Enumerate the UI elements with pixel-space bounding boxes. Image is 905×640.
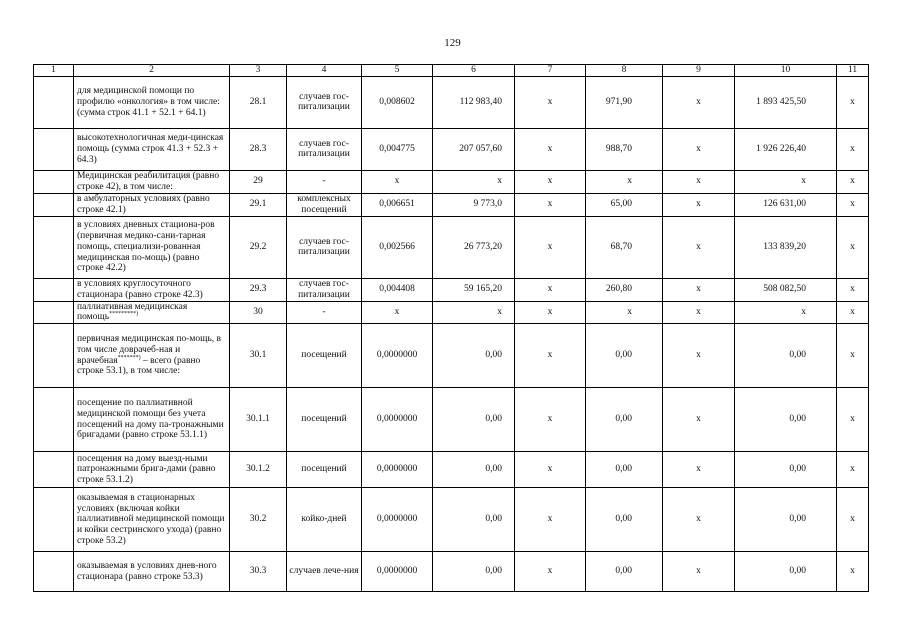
value-cell: х [433, 301, 515, 323]
value-cell: 0,00 [586, 552, 663, 592]
value-cell: х [837, 488, 869, 552]
unit-cell: случаев гос-питализации [287, 216, 362, 278]
row-code: 28.3 [230, 128, 287, 170]
value-cell: х [837, 76, 869, 128]
row-label-text: Медицинская реабилитация (равно строке 42), в том числе: [77, 171, 220, 192]
cell-col1 [34, 76, 74, 128]
value-cell: х [663, 552, 735, 592]
col-header: 5 [362, 65, 433, 77]
row-label-text: высокотехнологичная меди-цинская помощь (сумма строк 41.3 + 52.3 + 64.3) [77, 133, 224, 165]
value-cell: 0,00 [586, 324, 663, 388]
value-cell: 68,70 [586, 216, 663, 278]
value-cell: 0,00 [735, 488, 837, 552]
row-label [74, 301, 230, 323]
value-cell: х [837, 170, 869, 193]
cell-col1 [34, 301, 74, 323]
value-cell: х [837, 324, 869, 388]
table-row [34, 76, 869, 128]
row-label-text: в условиях дневных стациона-ров (первичная медико-сани-тарная помощь, специализи-рованная медицинская по-мощь) (равно строке 42.2) [77, 220, 215, 274]
value-cell: х [515, 388, 586, 452]
table-row [34, 278, 869, 301]
value-cell: 0,008602 [362, 76, 433, 128]
value-cell: х [837, 216, 869, 278]
value-cell: 0,00 [433, 324, 515, 388]
value-cell: 126 631,00 [735, 193, 837, 216]
row-label [74, 488, 230, 552]
col-header: 3 [230, 65, 287, 77]
value-cell: х [515, 193, 586, 216]
value-cell: 988,70 [586, 128, 663, 170]
value-cell: х [515, 278, 586, 301]
value-cell: 112 983,40 [433, 76, 515, 128]
value-cell: х [837, 128, 869, 170]
cell-col1 [34, 193, 74, 216]
value-cell: х [586, 170, 663, 193]
value-cell: х [515, 488, 586, 552]
value-cell: х [515, 324, 586, 388]
value-cell: 0,00 [586, 388, 663, 452]
table-row [34, 488, 869, 552]
footnote-marker: *********) [109, 311, 139, 318]
unit-cell: - [287, 301, 362, 323]
value-cell: х [663, 76, 735, 128]
cell-col1 [34, 170, 74, 193]
value-cell: х [663, 128, 735, 170]
unit-cell: койко-дней [287, 488, 362, 552]
value-cell: 0,002566 [362, 216, 433, 278]
page-number: 129 [444, 37, 461, 49]
value-cell: х [515, 216, 586, 278]
value-cell: х [515, 170, 586, 193]
row-label [74, 128, 230, 170]
cell-col1 [34, 388, 74, 452]
value-cell: 1 926 226,40 [735, 128, 837, 170]
value-cell: 0,004408 [362, 278, 433, 301]
row-label [74, 278, 230, 301]
value-cell: х [515, 452, 586, 488]
value-cell: 65,00 [586, 193, 663, 216]
value-cell: х [515, 301, 586, 323]
value-cell: х [837, 552, 869, 592]
row-code: 29.3 [230, 278, 287, 301]
row-label-text: для медицинской помощи по профилю «онкология» в том числе: (сумма строк 41.1 + 52.1 + 64.1) [77, 86, 220, 118]
col-header: 11 [837, 65, 869, 77]
cell-col1 [34, 216, 74, 278]
value-cell: х [586, 301, 663, 323]
value-cell: 0,0000000 [362, 324, 433, 388]
value-cell: х [663, 193, 735, 216]
row-label-text: паллиативная медицинская помощь [77, 301, 188, 323]
value-cell: х [837, 193, 869, 216]
row-code: 30.2 [230, 488, 287, 552]
value-cell: 971,90 [586, 76, 663, 128]
value-cell: 26 773,20 [433, 216, 515, 278]
col-header: 7 [515, 65, 586, 77]
row-label-text: первичная медицинская по-мощь, в том числе доврачеб-ная и врачебная [77, 334, 222, 366]
value-cell: 0,00 [433, 452, 515, 488]
col-header: 9 [663, 65, 735, 77]
value-cell: х [663, 216, 735, 278]
row-label-text: посещения на дому выезд-ными патронажными брига-дами (равно строке 53.1.2) [77, 453, 216, 486]
row-label [74, 193, 230, 216]
col-header: 1 [34, 65, 74, 77]
table-row [34, 128, 869, 170]
value-cell: 0,004775 [362, 128, 433, 170]
cell-col1 [34, 128, 74, 170]
row-label [74, 170, 230, 193]
row-code: 30.1.2 [230, 452, 287, 488]
value-cell: х [515, 76, 586, 128]
row-code: 30 [230, 301, 287, 323]
value-cell: х [362, 170, 433, 193]
value-cell: 0,006651 [362, 193, 433, 216]
row-label-tail: – всего (равно строке 53.1), в том числе: [77, 355, 201, 377]
header-row [34, 65, 869, 77]
cell-col1 [34, 452, 74, 488]
cell-col1 [34, 324, 74, 388]
table-row [34, 324, 869, 388]
value-cell: 0,00 [433, 552, 515, 592]
row-label-text: оказываемая в условиях днев-ного стационара (равно строке 53.3) [77, 560, 217, 582]
row-label [74, 388, 230, 452]
row-code: 30.3 [230, 552, 287, 592]
cell-col1 [34, 278, 74, 301]
row-label [74, 324, 230, 388]
col-header: 2 [74, 65, 230, 77]
row-code: 29 [230, 170, 287, 193]
row-label-text: в амбулаторных условиях (равно строке 42.1) [77, 194, 210, 215]
value-cell: х [433, 170, 515, 193]
row-label [74, 76, 230, 128]
value-cell: х [735, 301, 837, 323]
value-cell: х [735, 170, 837, 193]
cell-col1 [34, 488, 74, 552]
value-cell: 0,00 [586, 488, 663, 552]
table-body [34, 65, 869, 592]
value-cell: х [663, 278, 735, 301]
value-cell: 59 165,20 [433, 278, 515, 301]
row-code: 29.1 [230, 193, 287, 216]
value-cell: х [515, 552, 586, 592]
value-cell: 508 082,50 [735, 278, 837, 301]
value-cell: х [663, 488, 735, 552]
value-cell: 260,80 [586, 278, 663, 301]
row-label [74, 552, 230, 592]
cell-col1 [34, 552, 74, 592]
row-label [74, 216, 230, 278]
unit-cell: посещений [287, 388, 362, 452]
row-code: 30.1 [230, 324, 287, 388]
value-cell: 0,00 [433, 388, 515, 452]
value-cell: х [663, 301, 735, 323]
col-header: 4 [287, 65, 362, 77]
row-code: 29.2 [230, 216, 287, 278]
value-cell: 0,00 [586, 452, 663, 488]
unit-cell: случаев гос-питализации [287, 76, 362, 128]
col-header: 8 [586, 65, 663, 77]
unit-cell: - [287, 170, 362, 193]
value-cell: 9 773,0 [433, 193, 515, 216]
value-cell: 0,00 [735, 552, 837, 592]
value-cell: х [663, 452, 735, 488]
footnote-marker: *******) [117, 354, 141, 361]
value-cell: х [663, 324, 735, 388]
table-row [34, 552, 869, 592]
value-cell: 0,00 [735, 388, 837, 452]
value-cell: 0,0000000 [362, 388, 433, 452]
value-cell: х [837, 278, 869, 301]
unit-cell: посещений [287, 324, 362, 388]
value-cell: 133 839,20 [735, 216, 837, 278]
unit-cell: случаев лече-ния [287, 552, 362, 592]
value-cell: 0,00 [433, 488, 515, 552]
value-cell: 207 057,60 [433, 128, 515, 170]
value-cell: 0,0000000 [362, 452, 433, 488]
row-code: 30.1.1 [230, 388, 287, 452]
col-header: 6 [433, 65, 515, 77]
col-header: 10 [735, 65, 837, 77]
row-label [74, 452, 230, 488]
unit-cell: комплексных посещений [287, 193, 362, 216]
unit-cell: посещений [287, 452, 362, 488]
unit-cell: случаев гос-питализации [287, 278, 362, 301]
value-cell: х [663, 388, 735, 452]
row-label-text: оказываемая в стационарных условиях (включая койки паллиативной медицинской помощи и койки сестринского ухода) (равно строке 53.2) [77, 492, 225, 546]
value-cell: х [837, 301, 869, 323]
value-cell: х [663, 170, 735, 193]
table-row [34, 216, 869, 278]
value-cell: х [837, 452, 869, 488]
table-row [34, 193, 869, 216]
value-cell: х [837, 388, 869, 452]
unit-cell: случаев гос-питализации [287, 128, 362, 170]
value-cell: х [515, 128, 586, 170]
value-cell: 0,0000000 [362, 488, 433, 552]
value-cell: 1 893 425,50 [735, 76, 837, 128]
table-row [34, 301, 869, 323]
table-row [34, 388, 869, 452]
data-table [33, 64, 869, 592]
row-label-text: в условиях круглосуточного стационара (равно строке 42.3) [77, 279, 203, 300]
table-row [34, 170, 869, 193]
value-cell: 0,0000000 [362, 552, 433, 592]
table-row [34, 452, 869, 488]
row-code: 28.1 [230, 76, 287, 128]
row-label-text: посещение по паллиативной медицинской помощи без учета посещений на дому па-тронажными бригадами (равно строке 53.1.1) [77, 398, 224, 441]
value-cell: 0,00 [735, 324, 837, 388]
value-cell: х [362, 301, 433, 323]
value-cell: 0,00 [735, 452, 837, 488]
